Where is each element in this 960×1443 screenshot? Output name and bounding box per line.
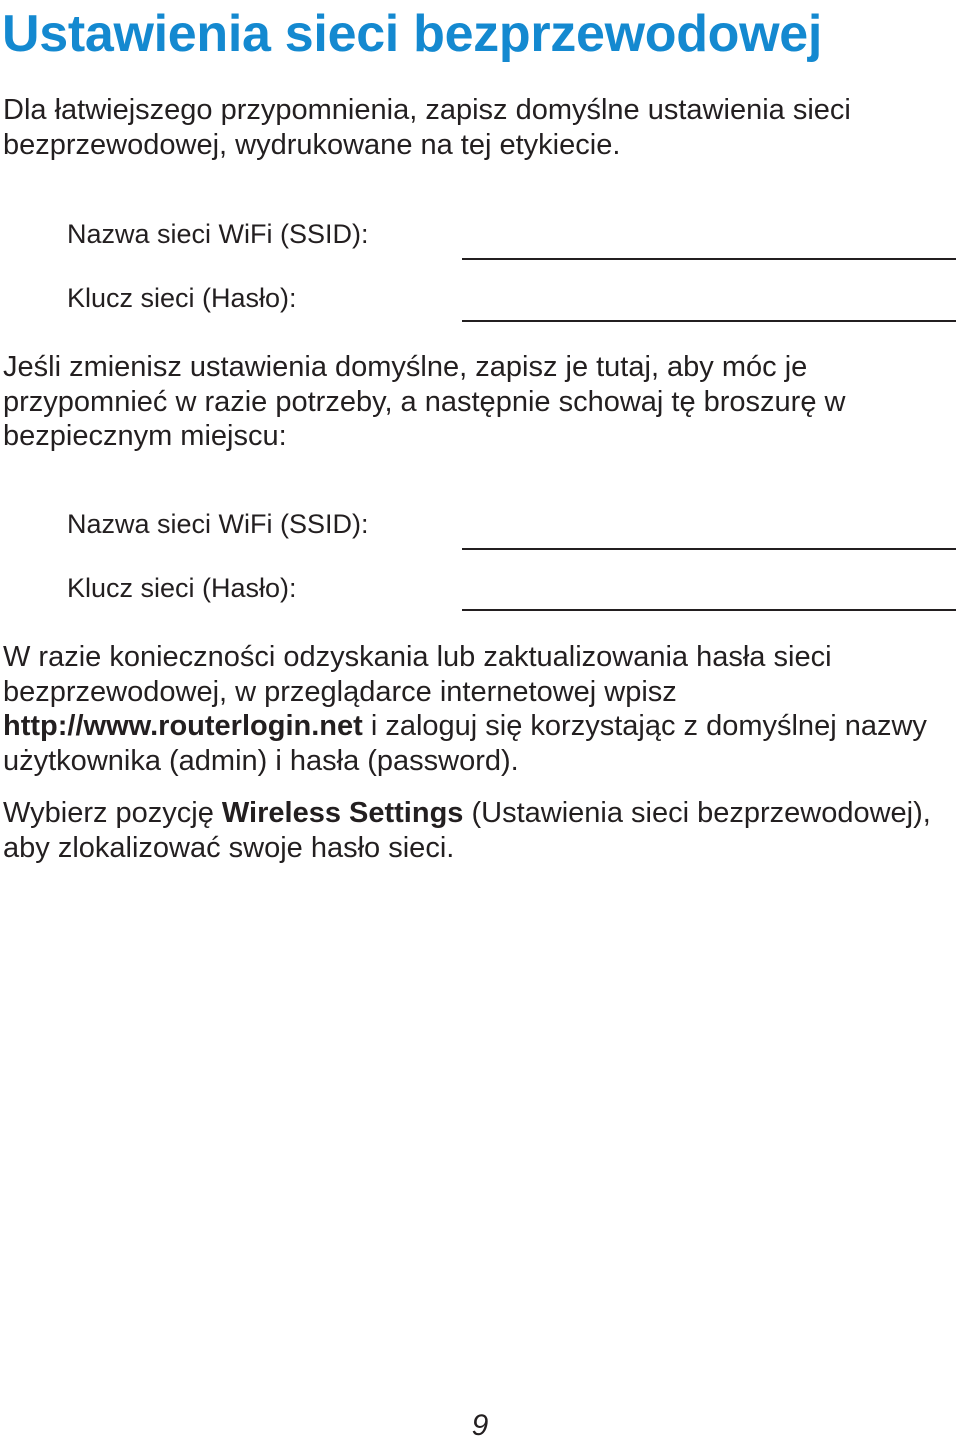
router-login-link: http://www.routerlogin.net bbox=[3, 710, 363, 742]
page-number-value: 9 bbox=[471, 1409, 489, 1442]
custom-ssid-label: Nazwa sieci WiFi (SSID): bbox=[67, 509, 369, 539]
recovery-text-after: i zaloguj się korzystając z domyślnej nazwy użytkownika (admin) i hasła (password). bbox=[3, 710, 927, 777]
changed-settings-paragraph: Jeśli zmienisz ustawienia domyślne, zapisz je tutaj, aby móc je przypomnieć w razie potrzeby, a następnie schowaj tę broszurę w bezpiecznym miejscu: bbox=[3, 351, 846, 452]
default-ssid-label: Nazwa sieci WiFi (SSID): bbox=[67, 219, 369, 249]
page-number bbox=[0, 1409, 960, 1443]
wireless-text-after: (Ustawienia sieci bezprzewodowej), aby zlokalizować swoje hasło sieci. bbox=[3, 797, 931, 864]
intro-paragraph: Dla łatwiejszego przypomnienia, zapisz domyślne ustawienia sieci bezprzewodowej, wydrukowane na tej etykiecie. bbox=[3, 94, 851, 161]
recovery-text-before: W razie konieczności odzyskania lub zaktualizowania hasła sieci bezprzewodowej, w przeglądarce internetowej wpisz bbox=[3, 641, 832, 708]
wireless-text-before: Wybierz pozycję bbox=[3, 797, 222, 829]
wireless-settings-paragraph bbox=[3, 796, 943, 865]
custom-ssid-blank-line bbox=[462, 548, 956, 550]
page-title: Ustawienia sieci bezprzewodowej bbox=[2, 5, 823, 63]
default-ssid-blank-line bbox=[462, 258, 956, 260]
wireless-settings-menu-name: Wireless Settings bbox=[221, 797, 464, 829]
custom-key-blank-line bbox=[462, 609, 956, 611]
default-key-blank-line bbox=[462, 320, 956, 322]
default-key-label: Klucz sieci (Hasło): bbox=[67, 283, 297, 313]
custom-key-label: Klucz sieci (Hasło): bbox=[67, 573, 297, 603]
recovery-paragraph bbox=[3, 640, 943, 778]
